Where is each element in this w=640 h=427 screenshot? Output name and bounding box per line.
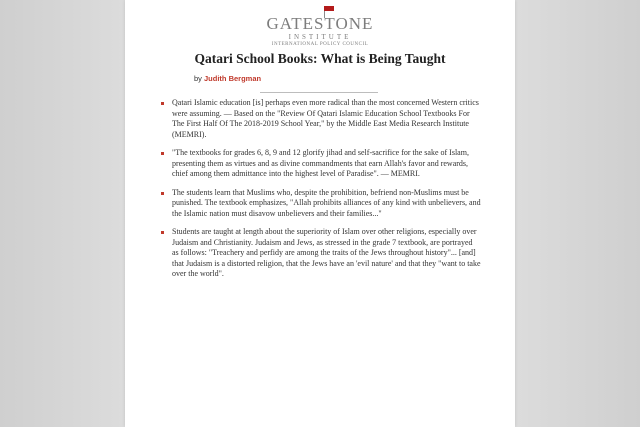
masthead-name: GATESTONE: [266, 14, 374, 33]
bullet-square-icon: [161, 231, 164, 234]
backdrop-right: [515, 0, 640, 427]
masthead-subname: INSTITUTE: [288, 33, 352, 41]
backdrop-left: [0, 0, 125, 427]
flag-icon: [324, 6, 334, 14]
masthead-tagline: INTERNATIONAL POLICY COUNCIL: [271, 42, 369, 47]
summary-item-text: Qatari Islamic education [is] perhaps even more radical than the most concerned Western critics were assuming. — Based on the "Review Of Qatari Islamic Education School Textbooks For The First Half Of The 2018-2019 School Year," by the Middle East Media Research Institute (MEMRI).: [172, 98, 479, 139]
summary-item: [161, 148, 481, 180]
summary-item: [161, 188, 481, 220]
bullet-square-icon: [161, 102, 164, 105]
document-page: [125, 0, 515, 427]
bullet-square-icon: [161, 152, 164, 155]
summary-item-text: "The textbooks for grades 6, 8, 9 and 12 glorify jihad and self-sacrifice for the sake of Islam, presenting them as virtues and as divine commandments that earn Allah's favor and rewards, chief among them admittance into the highest level of Paradise". — MEMRI.: [172, 148, 469, 178]
article-title: Qatari School Books: What is Being Taught: [194, 51, 446, 66]
author-link[interactable]: Judith Bergman: [204, 74, 262, 83]
summary-item-text: Students are taught at length about the superiority of Islam over other religions, especially over Judaism and Christianity. Judaism and Jews, as stressed in the grade 7 textbook, are portrayed as follows: "Treachery and perfidy are among the traits of the Jews throughout history"... [and] that Judaism is a distorted religion, that the Jews have an 'evil nature' and that they "want to take over the world".: [172, 227, 481, 278]
byline: [194, 74, 261, 83]
byline-label: by: [194, 74, 202, 83]
summary-item: [161, 227, 481, 280]
bullet-square-icon: [161, 192, 164, 195]
summary-list: [161, 98, 481, 288]
summary-item: [161, 98, 481, 140]
divider: [260, 92, 378, 93]
summary-item-text: The students learn that Muslims who, despite the prohibition, befriend non-Muslims must be punished. The textbook emphasizes, "Allah prohibits alliances of any kind with unbelievers, and the Islamic nation must disavow unbelievers and their families...": [172, 187, 481, 218]
